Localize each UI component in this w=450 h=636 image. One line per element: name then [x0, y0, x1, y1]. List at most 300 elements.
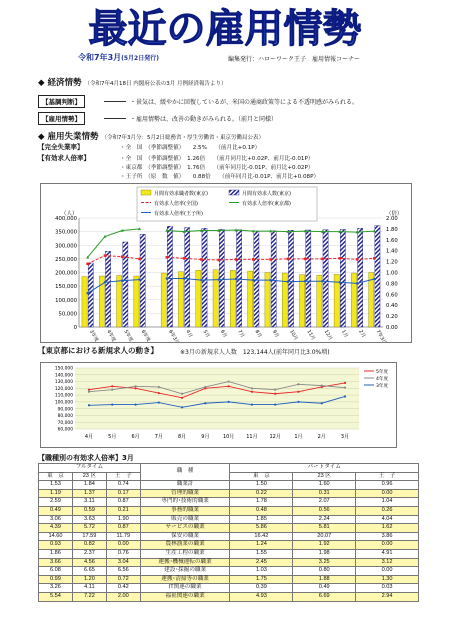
- ratio-cell: 16.42: [230, 532, 293, 541]
- bar-job-offers: [375, 226, 380, 327]
- table-row: [39, 506, 419, 515]
- ratio-cell: 2.00: [106, 592, 140, 601]
- occupation-cell: IT関連の職業: [140, 584, 230, 593]
- y-left-unit: （人）: [61, 211, 78, 217]
- x-tick-label: 10月: [288, 329, 298, 342]
- point: [158, 401, 160, 403]
- ratio-cell: 1.03: [230, 567, 293, 576]
- chart-new-offers-svg: [41, 363, 396, 447]
- y2-tick-label: 1.60: [386, 237, 398, 244]
- ratio-cell: 3.66: [39, 558, 73, 567]
- point: [252, 258, 255, 261]
- bar-jobseekers: [161, 273, 166, 327]
- masthead-title: 最近の雇用情勢: [88, 7, 362, 50]
- bar-jobseekers: [317, 275, 322, 327]
- ratio-cell: 0.03: [356, 584, 419, 593]
- unemployment-heading: ◆ 雇用失業情勢 （令和7年3月分：5月2日総務省・厚生労働省・東京労働局公表）: [38, 132, 264, 142]
- point: [251, 387, 253, 389]
- y-tick-label: 0: [73, 325, 77, 331]
- point: [344, 395, 346, 397]
- ratio-cell: 5.86: [230, 524, 293, 533]
- point: [88, 404, 90, 406]
- point: [218, 278, 220, 280]
- plot-background: [75, 368, 359, 429]
- chart-jobs-overview: [40, 183, 412, 343]
- col-23ku: 23 区: [72, 472, 106, 481]
- arrow-connector: [104, 101, 126, 102]
- point: [166, 277, 168, 279]
- table-row: [39, 592, 419, 601]
- point: [321, 258, 324, 261]
- point: [251, 391, 253, 393]
- col-tokyo: 東 京: [39, 472, 73, 481]
- occupation-cell: 職業計: [140, 481, 230, 490]
- x-tick-label: 5月: [108, 434, 117, 440]
- y-tick-label: 100,000: [54, 400, 73, 406]
- y-tick-label: 80,000: [57, 414, 73, 420]
- bar-job-offers: [167, 226, 172, 327]
- x-tick-label: 4年度: [105, 329, 116, 342]
- ratio-cell: 1.62: [356, 524, 419, 533]
- ratio-cell: 7.22: [72, 592, 106, 601]
- ratio-cell: 1.98: [293, 549, 356, 558]
- point: [344, 387, 346, 389]
- ratio-cell: 6.08: [39, 567, 73, 576]
- point: [200, 258, 203, 261]
- bar-job-offers: [288, 230, 293, 327]
- col-tokyo: 東 京: [230, 472, 293, 481]
- legend-label: 有効求人倍率(全国): [154, 201, 198, 207]
- ratio-cell: 0.49: [39, 506, 73, 515]
- point: [138, 278, 140, 280]
- ratio-cell: 0.74: [106, 481, 140, 490]
- legend-label: 有効求人倍率(王子所): [154, 211, 203, 217]
- ratio-cell: 0.87: [106, 498, 140, 507]
- occupation-cell: サービスの職業: [140, 524, 230, 533]
- ratio-cell: 3.06: [39, 515, 73, 524]
- point: [183, 277, 185, 279]
- y-tick-label: 90,000: [57, 407, 73, 413]
- occupation-cell: 専門的･技術的職業: [140, 498, 230, 507]
- legend-label: 月間有効求職者数(東京): [154, 191, 208, 197]
- y-tick-label: 70,000: [57, 420, 73, 426]
- bar-jobseekers: [134, 276, 139, 327]
- ratio-cell: 1.60: [293, 481, 356, 490]
- point: [251, 404, 253, 406]
- point: [111, 385, 113, 387]
- point: [269, 279, 271, 281]
- point: [111, 389, 113, 391]
- x-tick-label: 9月: [270, 329, 280, 339]
- point: [158, 386, 160, 388]
- x-tick-label: 5月: [201, 329, 210, 339]
- x-tick-label: 11月: [246, 434, 258, 440]
- point: [228, 401, 230, 403]
- point: [228, 380, 230, 382]
- point: [252, 279, 254, 281]
- ratio-cell: 0.96: [356, 481, 419, 490]
- x-tick-label: 8月: [253, 329, 262, 339]
- bar-jobseekers: [265, 273, 270, 328]
- occupation-cell: 事務的職業: [140, 506, 230, 515]
- occupation-cell: 保安の職業: [140, 532, 230, 541]
- point: [297, 401, 299, 403]
- bar-job-offers: [358, 228, 363, 327]
- bar-jobseekers: [213, 270, 218, 327]
- y-tick-label: 120,000: [54, 386, 73, 392]
- ratio-cell: 0.17: [106, 489, 140, 498]
- ratio-cell: 11.79: [106, 532, 140, 541]
- legend-label: 有効求人倍率(東京都): [242, 201, 291, 207]
- ratio-cell: 1.55: [230, 549, 293, 558]
- issue-date: 令和7年3月(5月2日発行): [78, 53, 159, 62]
- x-tick-label: 12月: [269, 434, 281, 440]
- table-row: [39, 558, 419, 567]
- ratio-cell: 0.72: [106, 575, 140, 584]
- ratio-cell: 3.63: [72, 515, 106, 524]
- table-row: [39, 575, 419, 584]
- x-tick-label: 6年3月: [167, 329, 180, 342]
- ratio-cell: 3.12: [356, 558, 419, 567]
- bar-job-offers: [105, 251, 110, 327]
- point: [88, 389, 90, 391]
- point: [228, 385, 230, 387]
- job-ratio-national: ・全 国 （季節調整値） 1.26倍 （前月同月比+0.02P、前月比-0.01P）: [120, 156, 314, 162]
- ratio-cell: 1.88: [293, 575, 356, 584]
- y2-tick-label: 0.00: [386, 325, 398, 331]
- ratio-cell: 4.11: [72, 584, 106, 593]
- x-tick-label: 4月: [184, 329, 193, 339]
- parttime-header: パートタイム: [230, 464, 419, 473]
- point: [104, 254, 107, 257]
- point: [287, 258, 290, 261]
- fulltime-header: フルタイム: [39, 464, 141, 473]
- bar-jobseekers: [351, 273, 356, 327]
- ratio-cell: 1.75: [230, 575, 293, 584]
- ratio-cell: 4.93: [230, 592, 293, 601]
- point: [297, 391, 299, 393]
- x-tick-label: 5年度: [122, 329, 134, 342]
- ratio-cell: 0.82: [72, 541, 106, 550]
- y-tick-label: 60,000: [57, 427, 73, 433]
- point: [274, 404, 276, 406]
- occupation-cell: 農林漁業の職業: [140, 541, 230, 550]
- ratio-cell: 6.69: [293, 592, 356, 601]
- point: [138, 258, 141, 261]
- occupation-cell: 販売の職業: [140, 515, 230, 524]
- table-row: [39, 567, 419, 576]
- ratio-cell: 1.86: [39, 549, 73, 558]
- employment-judgment-text: ・雇用情勢は、改善の動きがみられる。（前月と同様）: [130, 116, 278, 123]
- ratio-cell: 1.20: [72, 575, 106, 584]
- x-tick-label: 2月: [357, 329, 366, 339]
- ratio-cell: 1.24: [230, 541, 293, 550]
- x-tick-label: 9月: [201, 434, 210, 440]
- ratio-cell: 1.19: [39, 489, 73, 498]
- basic-judgment-text: ・景気は、緩やかに回復しているが、米国の通商政策等による不透明感がみられる。: [130, 99, 359, 106]
- y-tick-label: 350,000: [55, 229, 77, 236]
- unemployment-rate-label: 【完全失業率】: [38, 143, 84, 151]
- y-tick-label: 130,000: [54, 380, 73, 386]
- point: [356, 258, 359, 261]
- occupation-cell: 福祉関連の職業: [140, 592, 230, 601]
- ratio-cell: 0.99: [39, 575, 73, 584]
- y-tick-label: 300,000: [55, 243, 77, 250]
- bar-jobseekers: [196, 270, 201, 327]
- publisher: 編集発行：ハローワーク王子 雇用情報コーナー: [228, 56, 361, 63]
- ratio-cell: 1.92: [293, 541, 356, 550]
- point: [344, 382, 346, 384]
- bar-jobseekers: [117, 275, 122, 327]
- ratio-cell: 1.84: [72, 481, 106, 490]
- ratio-cell: 0.76: [106, 549, 140, 558]
- bar-job-offers: [123, 242, 128, 327]
- ratio-cell: 4.04: [356, 515, 419, 524]
- ratio-cell: 0.87: [106, 524, 140, 533]
- x-tick-label: 3年度: [87, 329, 99, 342]
- point: [204, 386, 206, 388]
- point: [235, 258, 238, 261]
- y-tick-label: 200,000: [55, 270, 77, 277]
- ratio-cell: 4.56: [72, 558, 106, 567]
- bar-job-offers: [254, 231, 259, 327]
- legend-label: 月間有効求人数(東京): [242, 191, 291, 197]
- x-tick-label: 12月: [322, 329, 333, 342]
- bar-jobseekers: [82, 277, 87, 327]
- ratio-cell: 0.42: [106, 584, 140, 593]
- occupation-cell: 生産工程の職業: [140, 549, 230, 558]
- ratio-cell: 14.60: [39, 532, 73, 541]
- point: [356, 282, 358, 284]
- point: [181, 393, 183, 395]
- basic-judgment-label: 【基調判断】: [38, 95, 85, 108]
- ratio-cell: 0.59: [72, 506, 106, 515]
- point: [304, 258, 307, 261]
- ratio-cell: 3.26: [39, 584, 73, 593]
- table-row: [39, 532, 419, 541]
- y-tick-label: 50,000: [58, 311, 77, 318]
- point: [373, 257, 376, 260]
- point: [338, 257, 341, 260]
- ratio-cell: 2.45: [230, 558, 293, 567]
- point: [321, 280, 323, 282]
- y2-tick-label: 1.00: [386, 270, 398, 277]
- ratio-cell: 5.81: [293, 524, 356, 533]
- col-oji: 王 子: [356, 472, 419, 481]
- ratio-cell: 0.00: [356, 541, 419, 550]
- legend-label: 3年度: [376, 383, 389, 389]
- ratio-cell: 1.85: [230, 515, 293, 524]
- bar-job-offers: [88, 263, 93, 327]
- point: [200, 279, 202, 281]
- point: [104, 281, 106, 283]
- x-tick-label: 1月: [294, 434, 303, 440]
- point: [181, 397, 183, 399]
- ratio-cell: 0.00: [356, 489, 419, 498]
- point: [373, 278, 375, 280]
- ratio-cell: 17.59: [72, 532, 106, 541]
- bar-job-offers: [323, 230, 328, 327]
- y2-tick-label: 0.60: [386, 292, 398, 299]
- point: [321, 402, 323, 404]
- point: [274, 393, 276, 395]
- y-tick-label: 150,000: [54, 366, 73, 372]
- legend-label: 4年度: [376, 376, 389, 382]
- y-tick-label: 140,000: [54, 373, 73, 379]
- y2-tick-label: 1.40: [386, 248, 398, 255]
- ratio-cell: 1.78: [230, 498, 293, 507]
- legend-swatch: [229, 190, 239, 195]
- x-tick-label: 8月: [177, 434, 187, 440]
- point: [321, 385, 323, 387]
- bar-job-offers: [271, 231, 276, 327]
- point: [121, 279, 123, 281]
- y-tick-label: 150,000: [55, 284, 77, 291]
- y2-tick-label: 0.40: [386, 303, 398, 310]
- ratio-cell: 1.37: [72, 489, 106, 498]
- point: [297, 383, 299, 385]
- occupation-ratio-table: [38, 463, 419, 602]
- ratio-cell: 1.30: [356, 575, 419, 584]
- ratio-cell: 0.80: [293, 567, 356, 576]
- bar-job-offers: [219, 229, 224, 327]
- x-tick-label: 6月: [131, 434, 140, 440]
- point: [111, 404, 113, 406]
- ratio-cell: 2.94: [356, 592, 419, 601]
- y2-tick-label: 0.20: [386, 314, 398, 321]
- point: [304, 280, 306, 282]
- ratio-cell: 1.04: [356, 498, 419, 507]
- ratio-cell: 0.21: [106, 506, 140, 515]
- ratio-cell: 4.91: [356, 549, 419, 558]
- point: [88, 391, 90, 393]
- ratio-cell: 2.59: [39, 498, 73, 507]
- chart-new-offers: [40, 362, 397, 448]
- point: [121, 255, 124, 258]
- point: [158, 392, 160, 394]
- x-tick-label: 10月: [222, 434, 235, 440]
- point: [235, 278, 237, 280]
- y2-tick-label: 2.00: [386, 216, 398, 222]
- ratio-cell: 2.24: [293, 515, 356, 524]
- ratio-cell: 0.56: [293, 506, 356, 515]
- table-row: [39, 481, 419, 490]
- ratio-cell: 0.48: [230, 506, 293, 515]
- bar-jobseekers: [299, 275, 304, 327]
- job-ratio-oji: ・王子所 （原 数 値） 0.88倍 （前年同月比-0.01P、前月比+0.08P）: [120, 174, 320, 180]
- ratio-cell: 0.00: [106, 541, 140, 550]
- job-table-heading: 【職種別の有効求人倍率】3月: [38, 454, 134, 462]
- point: [217, 259, 220, 262]
- occupation-header: 職 種: [140, 464, 230, 481]
- ratio-cell: 6.65: [72, 567, 106, 576]
- table-row: [39, 584, 419, 593]
- col-23ku: 23 区: [293, 472, 356, 481]
- ratio-cell: 6.56: [106, 567, 140, 576]
- ratio-cell: 5.54: [39, 592, 73, 601]
- ratio-cell: 2.07: [293, 498, 356, 507]
- bar-job-offers: [237, 230, 242, 327]
- y-tick-label: 100,000: [55, 297, 77, 304]
- ratio-cell: 0.26: [356, 506, 419, 515]
- y-tick-label: 110,000: [54, 393, 73, 399]
- point: [183, 257, 186, 260]
- job-ratio-label: 【有効求人倍率】: [38, 154, 90, 162]
- point: [134, 404, 136, 406]
- bar-job-offers: [202, 228, 207, 327]
- table-row: [39, 541, 419, 550]
- point: [134, 385, 136, 387]
- occupation-cell: 運搬･清掃等の職業: [140, 575, 230, 584]
- bar-job-offers: [185, 228, 190, 327]
- x-tick-label: 4月: [84, 434, 94, 440]
- line-0: [88, 256, 140, 264]
- x-tick-label: 6年度: [139, 329, 151, 342]
- bar-jobseekers: [178, 272, 183, 327]
- point: [86, 262, 89, 265]
- job-ratio-tokyo: ・東京都 （季節調整値） 1.76倍 （前年同月比-0.01P、前月比+0.02P）: [120, 165, 314, 171]
- x-tick-label: 11月: [305, 329, 316, 342]
- y-tick-label: 400,000: [55, 216, 77, 222]
- ratio-cell: 0.93: [39, 541, 73, 550]
- ratio-cell: 0.49: [293, 584, 356, 593]
- ratio-cell: 0.22: [230, 489, 293, 498]
- occupation-cell: 建設･採掘の職業: [140, 567, 230, 576]
- table-row: [39, 524, 419, 533]
- line-1: [88, 229, 140, 257]
- point: [204, 402, 206, 404]
- bar-job-offers: [340, 229, 345, 327]
- x-tick-label: 7年3月: [374, 329, 387, 342]
- chart-jobs-overview-svg: [41, 184, 411, 342]
- table-row: [39, 498, 419, 507]
- occupation-cell: 管理的職業: [140, 489, 230, 498]
- bar-job-offers: [306, 230, 311, 327]
- ratio-cell: 1.90: [106, 515, 140, 524]
- legend-label: 5年度: [376, 369, 389, 375]
- point: [181, 406, 183, 408]
- ratio-cell: 5.72: [72, 524, 106, 533]
- point: [86, 292, 88, 294]
- point: [134, 387, 136, 389]
- ratio-cell: 3.25: [293, 558, 356, 567]
- point: [166, 256, 169, 259]
- x-tick-label: 3月: [340, 434, 350, 440]
- point: [287, 281, 289, 283]
- ratio-cell: 1.50: [230, 481, 293, 490]
- x-tick-label: 1月: [340, 329, 349, 339]
- line-2: [88, 280, 140, 294]
- new-offers-note: ※3月の新規求人人数 123,144人(前年同月比3.0%増): [180, 349, 330, 356]
- x-tick-label: 7月: [154, 434, 163, 440]
- legend-swatch: [141, 190, 151, 195]
- ratio-cell: 3.86: [356, 532, 419, 541]
- arrow-connector: [104, 118, 126, 119]
- ratio-cell: 0.00: [356, 567, 419, 576]
- x-tick-label: 6月: [218, 329, 228, 339]
- ratio-cell: 20.07: [293, 532, 356, 541]
- x-tick-label: 7月: [236, 329, 245, 339]
- point: [269, 258, 272, 261]
- point: [339, 281, 341, 283]
- table-row: [39, 549, 419, 558]
- y2-tick-label: 1.80: [386, 226, 398, 233]
- y2-tick-label: 0.80: [386, 281, 398, 288]
- new-offers-heading: 【東京都における新規求人の動き】: [38, 346, 158, 355]
- masthead-title-graphic: [75, 4, 375, 50]
- ratio-cell: 2.37: [72, 549, 106, 558]
- ratio-cell: 3.04: [106, 558, 140, 567]
